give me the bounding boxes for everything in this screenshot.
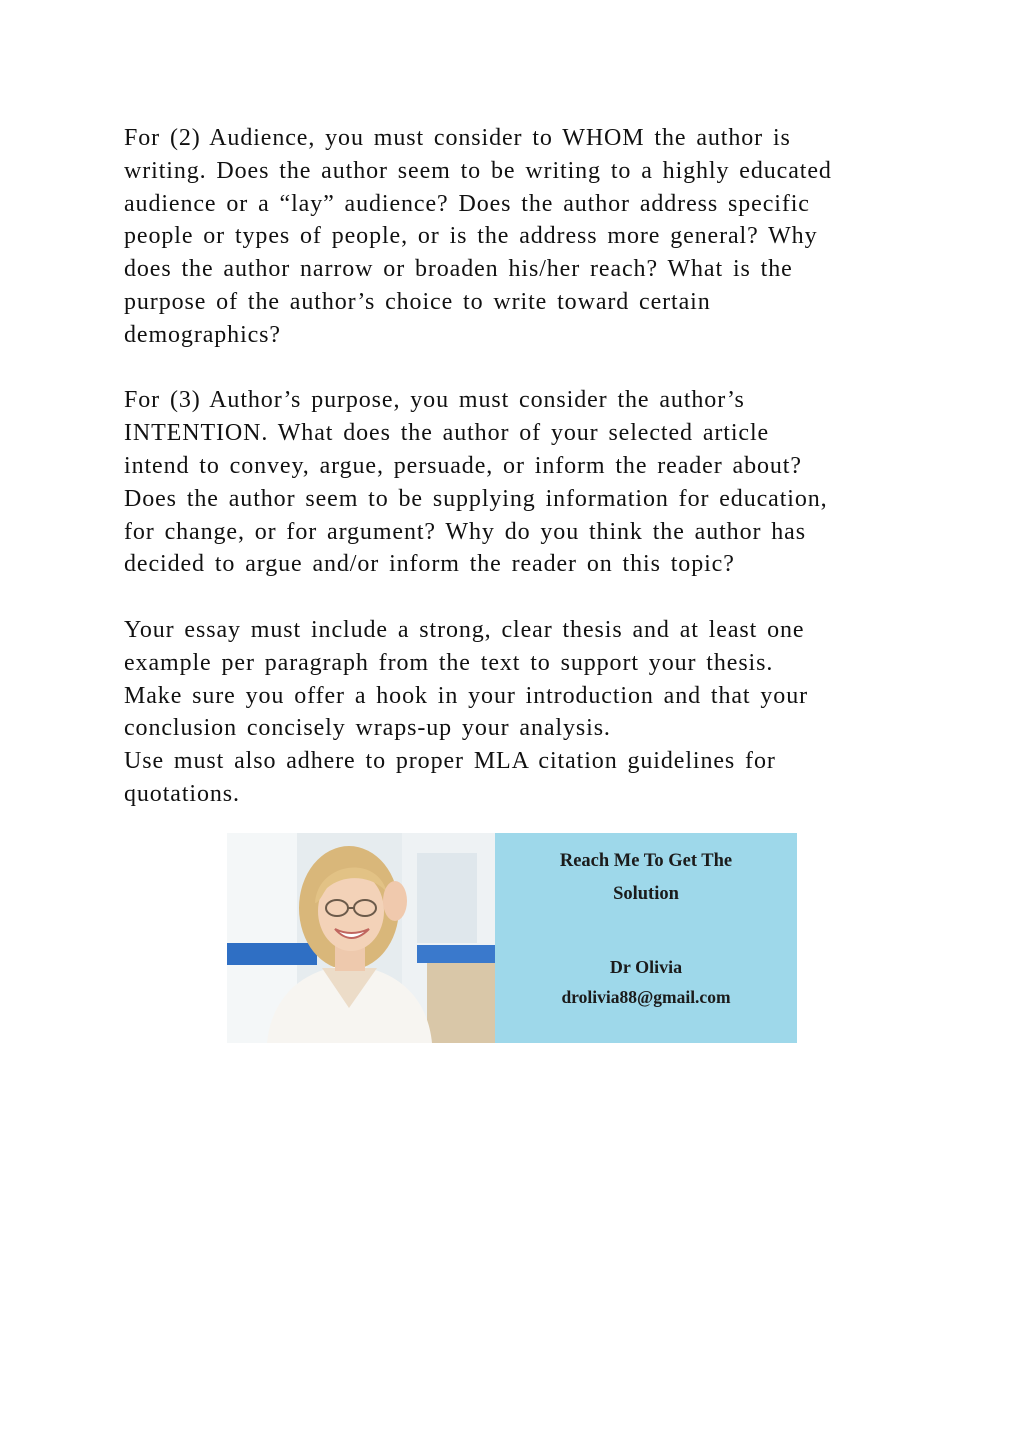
paragraph-audience [124, 122, 904, 352]
text-line: example per paragraph from the text to support your thesis. [124, 649, 774, 676]
text-line: does the author narrow or broaden his/her reach? What is the [124, 256, 793, 283]
text-line: intend to convey, argue, persuade, or inform the reader about? [124, 452, 802, 479]
text-line: conclusion concisely wraps-up your analysis. [124, 715, 611, 742]
document-body [124, 122, 904, 811]
text-line: Does the author seem to be supplying information for education, [124, 485, 828, 512]
woman-photo [227, 833, 495, 1043]
contact-name: Dr Olivia [609, 957, 683, 977]
paragraph-essay-requirements [124, 614, 904, 811]
text-line: purpose of the author’s choice to write toward certain [124, 288, 711, 315]
text-line: For (3) Author’s purpose, you must consider the author’s [124, 387, 745, 414]
contact-banner [227, 833, 797, 1043]
text-line: demographics? [124, 321, 281, 348]
text-line: quotations. [124, 780, 240, 807]
cta-heading-continued: Solution [613, 884, 679, 904]
text-line: Use must also adhere to proper MLA citation guidelines for [124, 748, 776, 775]
paragraph-authors-purpose [124, 384, 904, 581]
text-line: for change, or for argument? Why do you think the author has [124, 518, 806, 545]
text-line: For (2) Audience, you must consider to WHOM the author is [124, 125, 791, 151]
woman-illustration-icon [227, 833, 495, 1043]
contact-email: drolivia88@gmail.com [561, 987, 731, 1007]
cta-heading: Reach Me To Get The [559, 851, 733, 871]
text-line: decided to argue and/or inform the reader on this topic? [124, 551, 735, 578]
text-line: people or types of people, or is the address more general? Why [124, 223, 818, 250]
text-line: INTENTION. What does the author of your selected article [124, 420, 770, 447]
contact-info-panel [495, 833, 797, 1043]
text-line: Make sure you offer a hook in your introduction and that your [124, 682, 808, 709]
text-line: writing. Does the author seem to be writing to a highly educated [124, 157, 832, 184]
text-line: audience or a “lay” audience? Does the author address specific [124, 190, 810, 217]
text-line: Your essay must include a strong, clear thesis and at least one [124, 616, 805, 643]
